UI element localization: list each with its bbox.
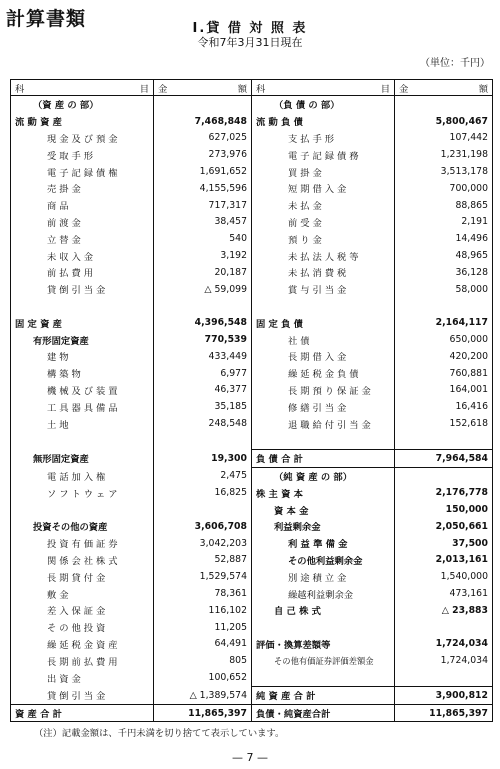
asset-item-amount: △ 1,389,574	[154, 686, 252, 704]
asset-item-amount	[154, 298, 252, 315]
liability-item-amount	[395, 619, 493, 636]
asset-item-amount: 1,529,574	[154, 568, 252, 585]
liability-item-amount: 14,496	[455, 233, 488, 245]
table-row	[11, 518, 493, 535]
liability-item-label: 未 払 法 人 税 等	[252, 247, 395, 264]
liability-item-amount: 1,724,034	[440, 655, 488, 667]
liability-item-label: 利益剰余金	[252, 518, 395, 535]
liability-item-amount: 37,500	[452, 537, 488, 549]
liability-item-amount: 2,191	[461, 216, 488, 228]
table-row	[11, 669, 493, 686]
table-row	[11, 382, 493, 399]
liability-item-label	[252, 432, 395, 449]
liability-item-label	[252, 298, 395, 315]
asset-item-amount: 35,185	[154, 398, 252, 415]
liability-item-amount: 650,000	[449, 334, 488, 346]
asset-item-label: 土 地	[11, 415, 154, 432]
page-number: — 7 —	[232, 751, 268, 764]
asset-item-amount: 38,457	[154, 214, 252, 231]
asset-item-amount: 4,396,548	[154, 314, 252, 331]
liability-item-label: （純 資 産 の 部）	[252, 467, 395, 484]
asset-item-label: 現 金 及 び 預 金	[11, 130, 154, 147]
unit-label: （単位：千円）	[420, 58, 490, 69]
table-header-row	[11, 80, 493, 96]
liability-item-amount: 5,800,467	[435, 115, 488, 127]
liability-item-label: （負 債 の 部）	[252, 96, 395, 113]
liability-item-amount: 1,724,034	[435, 638, 488, 650]
asset-item-label: 機 械 及 び 装 置	[11, 382, 154, 399]
liability-item-amount: 2,050,661	[435, 520, 488, 532]
asset-item-amount: 116,102	[154, 602, 252, 619]
balance-sheet-table	[10, 79, 493, 722]
liability-item-amount: 7,964,584	[395, 449, 493, 467]
liability-item-label: 繰 延 税 金 負 債	[252, 365, 395, 382]
asset-item-amount: 52,887	[154, 552, 252, 569]
liability-item-label	[252, 619, 395, 636]
table-row	[11, 619, 493, 636]
table-row	[11, 484, 493, 501]
asset-item-label: 受 取 手 形	[11, 146, 154, 163]
liability-item-amount: 107,442	[449, 132, 488, 144]
asset-item-amount: 7,468,848	[154, 113, 252, 130]
liability-item-label: 純 資 産 合 計	[252, 686, 395, 704]
table-row	[11, 585, 493, 602]
table-row	[11, 467, 493, 484]
table-row	[11, 449, 493, 467]
table-row	[11, 214, 493, 231]
table-row	[11, 415, 493, 432]
asset-item-label: 立 替 金	[11, 230, 154, 247]
asset-item-amount: 433,449	[154, 348, 252, 365]
liability-item-amount: 2,164,117	[435, 317, 488, 329]
table-row	[11, 264, 493, 281]
asset-item-amount: 100,652	[154, 669, 252, 686]
liability-item-label: 修 繕 引 当 金	[252, 398, 395, 415]
table-row	[11, 197, 493, 214]
liability-item-amount: 58,000	[455, 283, 488, 295]
asset-item-label: 無形固定資産	[11, 449, 154, 467]
asset-item-amount: 2,475	[154, 467, 252, 484]
liability-item-amount	[395, 96, 493, 113]
table-row	[11, 432, 493, 449]
table-row	[11, 96, 493, 113]
asset-item-label: 関 係 会 社 株 式	[11, 552, 154, 569]
asset-item-amount: 273,976	[154, 146, 252, 163]
asset-item-label: 繰 延 税 金 資 産	[11, 636, 154, 653]
table-body	[11, 96, 493, 705]
liability-item-amount	[395, 298, 493, 315]
liability-item-label: 未 払 金	[252, 197, 395, 214]
asset-item-label	[11, 501, 154, 518]
table-row	[11, 636, 493, 653]
table-row	[11, 298, 493, 315]
asset-item-label	[11, 432, 154, 449]
liability-item-amount	[395, 669, 493, 686]
liability-item-amount: 16,416	[455, 401, 488, 413]
document-title: 計算書類	[6, 8, 87, 30]
table-row	[11, 398, 493, 415]
liability-item-label: 繰越利益剰余金	[252, 585, 395, 602]
asset-item-label: 前 払 費 用	[11, 264, 154, 281]
table-row	[11, 163, 493, 180]
liability-item-amount: 152,618	[449, 418, 488, 430]
asset-item-amount: 248,548	[154, 415, 252, 432]
liability-item-amount: 3,900,812	[395, 686, 493, 704]
liability-item-amount: △ 23,883	[441, 604, 488, 616]
asset-item-amount: 19,300	[154, 449, 252, 467]
header-item-left: 科 目	[11, 80, 154, 96]
liability-item-amount: 3,513,178	[440, 166, 488, 178]
asset-item-label: 建 物	[11, 348, 154, 365]
asset-item-label: 流 動 資 産	[11, 113, 154, 130]
liability-item-label: 電 子 記 録 債 務	[252, 146, 395, 163]
table-row	[11, 130, 493, 147]
asset-item-label: 貸 倒 引 当 金	[11, 686, 154, 704]
liability-item-label: 長 期 借 入 金	[252, 348, 395, 365]
asset-item-amount: 540	[154, 230, 252, 247]
liability-item-label: 前 受 金	[252, 214, 395, 231]
asset-item-amount: 6,977	[154, 365, 252, 382]
asset-item-label: 投資その他の資産	[11, 518, 154, 535]
liability-item-amount: 760,881	[449, 367, 488, 379]
table-row	[11, 230, 493, 247]
table-row	[11, 314, 493, 331]
liability-item-amount: 1,540,000	[440, 571, 488, 583]
footnote: （注）記載金額は、千円未満を切り捨てて表示しています。	[34, 728, 285, 739]
assets-total-amount: 11,865,397	[154, 704, 252, 722]
asset-item-amount: 770,539	[154, 331, 252, 348]
table-row	[11, 146, 493, 163]
liability-item-amount: 420,200	[449, 350, 488, 362]
liability-item-label: 賞 与 引 当 金	[252, 281, 395, 298]
asset-item-label: 構 築 物	[11, 365, 154, 382]
asset-item-label: 売 掛 金	[11, 180, 154, 197]
liability-item-label: 評価・換算差額等	[252, 636, 395, 653]
asset-item-label: そ の 他 投 資	[11, 619, 154, 636]
liability-item-label: 社 債	[252, 331, 395, 348]
liabilities-netassets-total-label: 負債・純資産合計	[252, 704, 395, 722]
asset-item-label: 固 定 資 産	[11, 314, 154, 331]
table-row	[11, 113, 493, 130]
table-row	[11, 501, 493, 518]
liability-item-label: 利 益 準 備 金	[252, 535, 395, 552]
liability-item-label: 短 期 借 入 金	[252, 180, 395, 197]
liability-item-amount: 36,128	[455, 266, 488, 278]
liability-item-label: 株 主 資 本	[252, 484, 395, 501]
asset-item-amount: △ 59,099	[154, 281, 252, 298]
liability-item-label: その他利益剰余金	[252, 552, 395, 569]
liability-item-amount	[395, 432, 493, 449]
asset-item-label: 敷 金	[11, 585, 154, 602]
liabilities-netassets-total-amount: 11,865,397	[395, 704, 493, 722]
asset-item-label	[11, 298, 154, 315]
table-row	[11, 331, 493, 348]
asset-item-amount: 1,691,652	[154, 163, 252, 180]
liability-item-label: 流 動 負 債	[252, 113, 395, 130]
table-row	[11, 180, 493, 197]
liability-item-amount: 2,176,778	[435, 487, 488, 499]
table-row	[11, 535, 493, 552]
liability-item-amount: 2,013,161	[435, 554, 488, 566]
header-item-right: 科 目	[252, 80, 395, 96]
liability-item-amount: 88,865	[455, 199, 488, 211]
liability-item-label: 自 己 株 式	[252, 602, 395, 619]
table-row	[11, 552, 493, 569]
asset-item-label: 長 期 貸 付 金	[11, 568, 154, 585]
table-row	[11, 568, 493, 585]
asset-item-amount: 4,155,596	[154, 180, 252, 197]
section-title: I.貸 借 対 照 表	[192, 21, 308, 36]
table-row	[11, 602, 493, 619]
table-row	[11, 686, 493, 704]
asset-item-amount: 717,317	[154, 197, 252, 214]
asset-item-label: 投 資 有 価 証 券	[11, 535, 154, 552]
asset-item-label: 差 入 保 証 金	[11, 602, 154, 619]
liability-item-label: その他有価証券評価差額金	[252, 652, 395, 669]
header-amount-right: 金 額	[395, 80, 493, 96]
asset-item-label: 商 品	[11, 197, 154, 214]
asset-item-amount: 20,187	[154, 264, 252, 281]
grand-total-row	[11, 704, 493, 722]
asset-item-amount: 11,205	[154, 619, 252, 636]
table-row	[11, 652, 493, 669]
liability-item-label: 長 期 預 り 保 証 金	[252, 382, 395, 399]
asset-item-label: 長 期 前 払 費 用	[11, 652, 154, 669]
asset-item-amount	[154, 432, 252, 449]
liability-item-amount: 473,161	[449, 588, 488, 599]
liability-item-label: 別 途 積 立 金	[252, 568, 395, 585]
liability-item-label: 退 職 給 付 引 当 金	[252, 415, 395, 432]
report-date: 令和7年3月31日現在	[197, 36, 303, 49]
asset-item-label: 工 具 器 具 備 品	[11, 398, 154, 415]
asset-item-amount	[154, 501, 252, 518]
liability-item-label: 預 り 金	[252, 230, 395, 247]
liability-item-amount: 48,965	[455, 250, 488, 262]
asset-item-label: 電 子 記 録 債 権	[11, 163, 154, 180]
asset-item-label: 電 話 加 入 権	[11, 467, 154, 484]
liability-item-amount: 1,231,198	[440, 149, 488, 161]
asset-item-label: 有形固定資産	[11, 331, 154, 348]
liability-item-label: 資 本 金	[252, 501, 395, 518]
asset-item-label: 前 渡 金	[11, 214, 154, 231]
asset-item-label: （資 産 の 部）	[11, 96, 154, 113]
liability-item-amount: 164,001	[449, 384, 488, 396]
asset-item-amount: 627,025	[154, 130, 252, 147]
asset-item-label: 未 収 入 金	[11, 247, 154, 264]
asset-item-amount: 3,192	[154, 247, 252, 264]
asset-item-label: 貸 倒 引 当 金	[11, 281, 154, 298]
asset-item-label: 出 資 金	[11, 669, 154, 686]
asset-item-amount: 78,361	[154, 585, 252, 602]
header-amount-left: 金 額	[154, 80, 252, 96]
liability-item-amount: 150,000	[445, 504, 488, 516]
table-row	[11, 247, 493, 264]
liability-item-amount: 700,000	[449, 182, 488, 194]
asset-item-amount	[154, 96, 252, 113]
asset-item-amount: 805	[154, 652, 252, 669]
liability-item-label: 支 払 手 形	[252, 130, 395, 147]
liability-item-label: 未 払 消 費 税	[252, 264, 395, 281]
asset-item-amount: 3,606,708	[154, 518, 252, 535]
table-row	[11, 281, 493, 298]
asset-item-amount: 46,377	[154, 382, 252, 399]
liability-item-label: 買 掛 金	[252, 163, 395, 180]
asset-item-amount: 64,491	[154, 636, 252, 653]
asset-item-label: ソ フ ト ウ ェ ア	[11, 484, 154, 501]
liability-item-label	[252, 669, 395, 686]
table-row	[11, 348, 493, 365]
table-row	[11, 365, 493, 382]
liability-item-label: 負 債 合 計	[252, 449, 395, 467]
asset-item-amount: 16,825	[154, 484, 252, 501]
liability-item-label: 固 定 負 債	[252, 314, 395, 331]
asset-item-amount: 3,042,203	[154, 535, 252, 552]
assets-total-label: 資 産 合 計	[11, 704, 154, 722]
liability-item-amount	[395, 467, 493, 484]
